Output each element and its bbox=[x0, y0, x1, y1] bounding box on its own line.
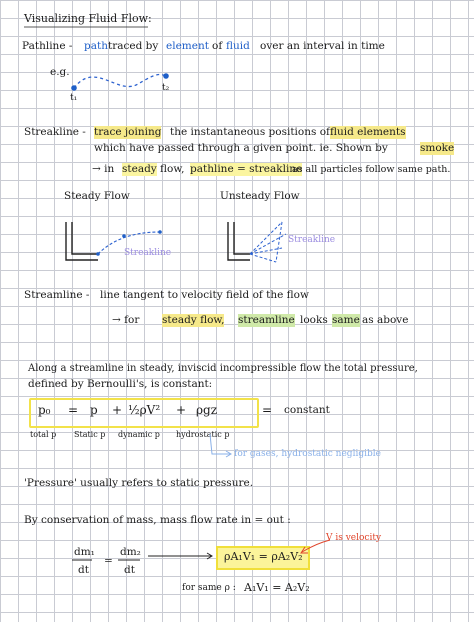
pressure-note: 'Pressure' usually refers to static pressure. bbox=[24, 477, 254, 489]
streamline-steady-flow: steady flow, bbox=[162, 314, 225, 326]
pathline-start-dot bbox=[71, 85, 77, 91]
unsteady-streaklines bbox=[250, 222, 286, 262]
pathline-fluid: fluid bbox=[226, 40, 250, 52]
unsteady-pipe-inner bbox=[234, 222, 250, 254]
pathline-path: path bbox=[84, 40, 108, 52]
streakline-same-path: as all particles follow same path. bbox=[292, 164, 451, 175]
eq-p0: p₀ bbox=[38, 403, 51, 417]
pathline-traced-by: traced by bbox=[108, 40, 159, 52]
streakline-fluid-elements: fluid elements bbox=[330, 126, 406, 138]
eq-dynamic-term: ½ρV² bbox=[128, 403, 161, 417]
streamline-looks: looks bbox=[300, 314, 328, 326]
pathline-element: element bbox=[166, 40, 209, 52]
pathline-over-interval: over an interval in time bbox=[260, 40, 385, 52]
streakline-arrow-in: → in bbox=[92, 163, 115, 175]
steady-pipe-inner bbox=[72, 222, 98, 254]
continuity-equation: ρA₁V₁ = ρA₂V₂ bbox=[224, 550, 303, 563]
steady-flow-title: Steady Flow bbox=[64, 190, 130, 202]
streamline-def: line tangent to velocity field of the flow bbox=[100, 289, 309, 301]
pathline-end-dot bbox=[163, 73, 169, 79]
streakline-trace-joining: trace joining bbox=[94, 126, 162, 138]
page-title: Visualizing Fluid Flow: bbox=[24, 12, 152, 25]
dt2: dt bbox=[124, 564, 135, 576]
eq-plus-1: + bbox=[112, 403, 123, 417]
steady-streakline bbox=[98, 232, 160, 254]
label-dynamic-p: dynamic p bbox=[118, 430, 160, 439]
same-rho-label: for same ρ : bbox=[182, 583, 236, 593]
t2-label: t₂ bbox=[162, 83, 170, 93]
area-velocity-equation: A₁V₁ = A₂V₂ bbox=[244, 581, 310, 594]
eg-label: e.g. bbox=[50, 66, 70, 78]
eq-equals-2: = bbox=[262, 403, 273, 417]
streakline-instantaneous: the instantaneous positions of bbox=[170, 126, 330, 138]
streamline-word: streamline bbox=[238, 314, 295, 326]
eq-equals: = bbox=[68, 403, 79, 417]
streakline-flow: flow, bbox=[160, 163, 185, 175]
conservation-equals: = bbox=[104, 555, 113, 567]
pathline-term: Pathline - bbox=[22, 40, 73, 52]
streakline-steady: steady bbox=[122, 163, 157, 175]
streamline-as-above: as above bbox=[362, 314, 409, 326]
eq-plus-2: + bbox=[176, 403, 187, 417]
steady-dot-3 bbox=[158, 230, 162, 234]
conservation-line: By conservation of mass, mass flow rate in = out : bbox=[24, 514, 291, 526]
label-static-p: Static p bbox=[74, 430, 106, 439]
gas-note-arrow bbox=[210, 434, 230, 454]
streakline-term: Streakline - bbox=[24, 126, 86, 138]
label-hydrostatic-p: hydrostatic p bbox=[176, 430, 230, 439]
eq-p: p bbox=[90, 403, 98, 417]
streamline-term: Streamline - bbox=[24, 289, 90, 301]
unsteady-streakline-label: Streakline bbox=[288, 235, 336, 245]
streamline-same: same bbox=[332, 314, 360, 326]
dt1: dt bbox=[78, 564, 89, 576]
pathline-curve bbox=[74, 74, 166, 88]
streakline-pathline-eq: pathline = streakline bbox=[190, 163, 303, 175]
gas-note: for gases, hydrostatic negligible bbox=[234, 449, 381, 459]
dm1: dm₁ bbox=[74, 546, 95, 558]
t1-label: t₁ bbox=[70, 93, 78, 103]
streakline-line2: which have passed through a given point. ie. Shown by bbox=[94, 142, 388, 154]
eq-constant: constant bbox=[284, 404, 330, 416]
streamline-arrow-for: → for bbox=[112, 314, 140, 326]
eq-hydrostatic-term: ρgz bbox=[196, 403, 218, 417]
bernoulli-line1: Along a streamline in steady, inviscid incompressible flow the total pressure, bbox=[28, 363, 418, 374]
pathline-of: of bbox=[212, 40, 223, 52]
dm2: dm₂ bbox=[120, 546, 141, 558]
label-total-p: total p bbox=[30, 430, 57, 439]
steady-dot-1 bbox=[96, 252, 100, 256]
steady-streakline-label: Streakline bbox=[124, 248, 172, 258]
bernoulli-line2: defined by Bernoulli's, is constant: bbox=[28, 378, 213, 390]
v-velocity-note: V is velocity bbox=[326, 533, 382, 543]
steady-dot-2 bbox=[122, 234, 126, 238]
velocity-note-arrow bbox=[302, 540, 330, 552]
unsteady-flow-title: Unsteady Flow bbox=[220, 190, 300, 202]
streakline-smoke: smoke bbox=[420, 142, 455, 154]
